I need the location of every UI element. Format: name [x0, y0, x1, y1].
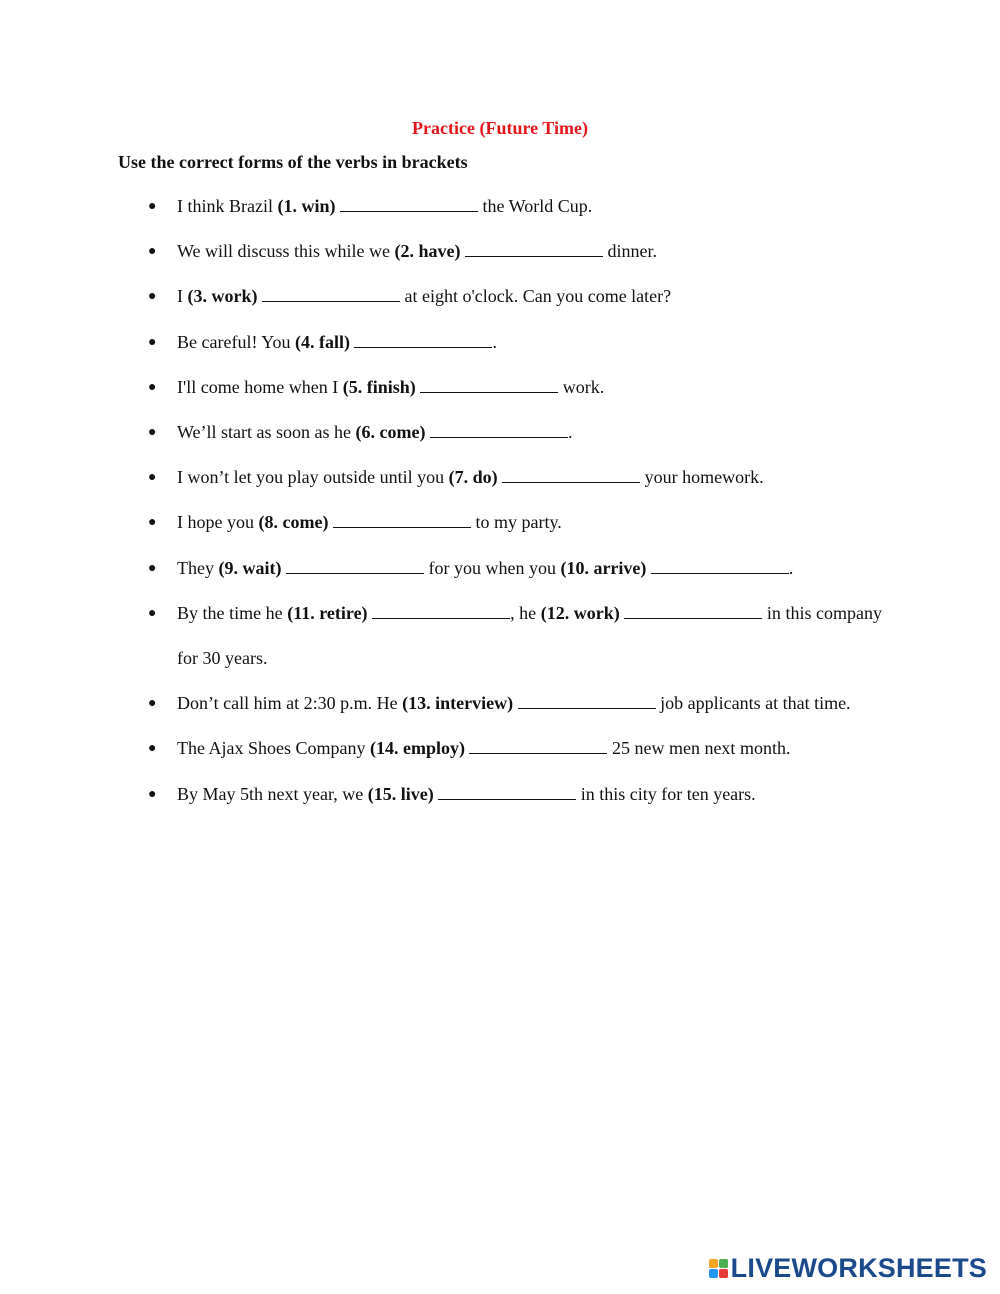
- instruction-text: Use the correct forms of the verbs in brackets: [118, 152, 468, 172]
- exercise-item: ● I'll come home when I (5. finish) work.: [148, 365, 882, 410]
- answer-blank[interactable]: [651, 557, 789, 574]
- answer-blank[interactable]: [438, 783, 576, 800]
- answer-blank[interactable]: [465, 240, 603, 257]
- exercise-item: ● We will discuss this while we (2. have) dinner.: [148, 229, 882, 274]
- answer-blank[interactable]: [430, 421, 568, 438]
- verb-cue: (5. finish): [342, 376, 416, 397]
- answer-blank[interactable]: [354, 331, 492, 348]
- bullet-icon: ●: [148, 289, 157, 305]
- bullet-icon: ●: [148, 560, 157, 576]
- bullet-icon: ●: [148, 425, 157, 441]
- exercise-item: ● I won’t let you play outside until you (7. do) your homework.: [148, 455, 882, 500]
- answer-blank[interactable]: [502, 466, 640, 483]
- answer-blank[interactable]: [286, 557, 424, 574]
- verb-cue: (3. work): [187, 286, 258, 307]
- answer-blank[interactable]: [518, 692, 656, 709]
- exercise-item: ● They (9. wait) for you when you (10. arrive) .: [148, 546, 882, 591]
- bullet-icon: ●: [148, 199, 157, 214]
- verb-cue: (14. employ): [369, 738, 465, 759]
- exercise-item: ● The Ajax Shoes Company (14. employ) 25 new men next month.: [148, 726, 882, 771]
- answer-blank[interactable]: [420, 376, 558, 393]
- verb-cue: (8. come): [258, 512, 329, 533]
- logo-mark-tile: [709, 1259, 718, 1268]
- verb-cue: (12. work): [540, 602, 620, 623]
- verb-cue: (2. have): [394, 241, 461, 262]
- verb-cue: (9. wait): [218, 557, 282, 578]
- verb-cue: (7. do): [448, 467, 498, 488]
- exercise-item: ● Don’t call him at 2:30 p.m. He (13. interview) job applicants at that time.: [148, 681, 882, 726]
- bullet-icon: ●: [148, 605, 157, 621]
- verb-cue: (4. fall): [294, 331, 350, 352]
- exercise-item: ● I (3. work) at eight o'clock. Can you come later?: [148, 274, 882, 319]
- logo-text: LIVEWORKSHEETS: [730, 1253, 987, 1283]
- exercise-item: ● By the time he (11. retire) , he (12. work) in this company for 30 years.: [148, 591, 882, 681]
- logo-mark-tile: [709, 1269, 718, 1278]
- worksheet-title: Practice (Future Time): [412, 118, 588, 138]
- logo-mark-tile: [719, 1269, 728, 1278]
- verb-cue: (1. win): [277, 196, 336, 216]
- answer-blank[interactable]: [469, 737, 607, 754]
- verb-cue: (13. interview): [402, 693, 514, 714]
- exercise-item: ● By May 5th next year, we (15. live) in this city for ten years.: [148, 772, 882, 817]
- exercise-item: ● We’ll start as soon as he (6. come) .: [148, 410, 882, 455]
- answer-blank[interactable]: [624, 602, 762, 619]
- exercise-item: ● I hope you (8. come) to my party.: [148, 500, 882, 545]
- verb-cue: (15. live): [367, 783, 434, 804]
- logo-mark-icon: [709, 1259, 728, 1278]
- bullet-icon: ●: [148, 379, 157, 395]
- exercise-item: ● Be careful! You (4. fall) .: [148, 320, 882, 365]
- bullet-icon: ●: [148, 515, 157, 531]
- logo-mark-tile: [719, 1259, 728, 1268]
- answer-blank[interactable]: [333, 511, 471, 528]
- exercise-list: [148, 184, 882, 817]
- exercise-item: ● I think Brazil (1. win) the World Cup.: [148, 184, 882, 229]
- verb-cue: (10. arrive): [560, 557, 647, 578]
- bullet-icon: ●: [148, 786, 157, 802]
- liveworksheets-logo: [709, 1253, 987, 1283]
- answer-blank[interactable]: [340, 195, 478, 212]
- bullet-icon: ●: [148, 334, 157, 350]
- bullet-icon: ●: [148, 244, 157, 260]
- answer-blank[interactable]: [262, 285, 400, 302]
- verb-cue: (6. come): [355, 422, 426, 443]
- verb-cue: (11. retire): [287, 602, 368, 623]
- bullet-icon: ●: [148, 741, 157, 757]
- answer-blank[interactable]: [372, 602, 510, 619]
- bullet-icon: ●: [148, 696, 157, 712]
- bullet-icon: ●: [148, 470, 157, 486]
